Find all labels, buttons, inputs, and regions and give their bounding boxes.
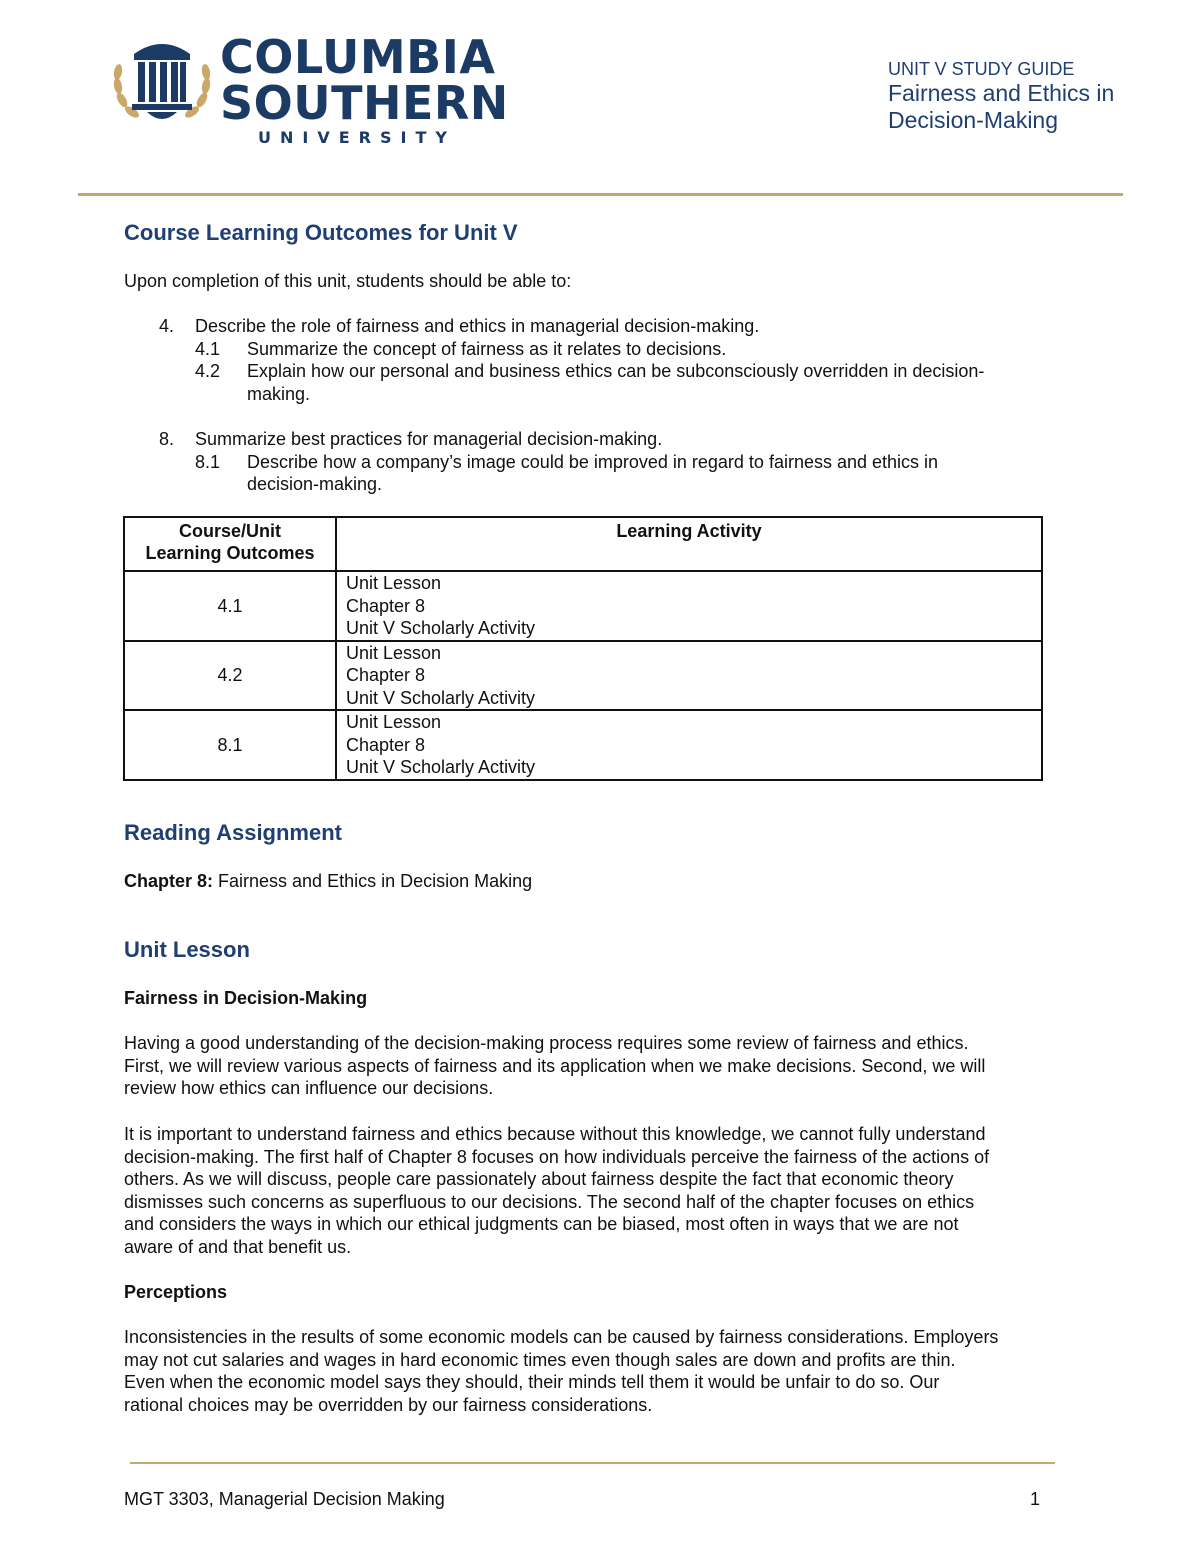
activity-item: Chapter 8 xyxy=(346,665,426,685)
outcome-4-1-text: Summarize the concept of fairness as it relates to decisions. xyxy=(247,339,727,359)
paragraph-line: dismisses such concerns as superfluous to our decisions. The second half of the chapter focuses on ethics xyxy=(124,1191,975,1212)
outcome-4-number: 4. xyxy=(159,316,175,336)
activity-item: Unit V Scholarly Activity xyxy=(346,757,536,777)
chapter-label: Chapter 8: xyxy=(124,871,214,891)
outcome-4-2-text-line1: Explain how our personal and business ethics can be subconsciously overridden in decision- xyxy=(247,361,985,381)
column-emblem-icon xyxy=(112,30,212,130)
chapter-title: Fairness and Ethics in Decision Making xyxy=(213,871,533,891)
table-row xyxy=(124,641,1042,711)
outcomes-heading: Course Learning Outcomes for Unit V xyxy=(124,220,518,245)
outcome-4-2-text-line2: making. xyxy=(247,384,311,404)
paragraph-line: It is important to understand fairness and ethics because without this knowledge, we cannot fully understand xyxy=(124,1124,986,1144)
paragraph-line: aware of and that benefit us. xyxy=(124,1236,352,1257)
outcome-8-1-text-line2: decision-making. xyxy=(247,474,383,494)
university-logo xyxy=(112,30,509,152)
activity-item: Unit V Scholarly Activity xyxy=(346,687,536,708)
table-cell-outcome: 4.2 xyxy=(124,641,336,711)
table-cell-outcome: 8.1 xyxy=(124,710,336,780)
table-cell-activity xyxy=(336,710,1042,780)
lesson-subheading-perceptions: Perceptions xyxy=(124,1282,228,1302)
outcome-4-text: Describe the role of fairness and ethics in managerial decision-making. xyxy=(195,316,760,336)
paragraph-line: may not cut salaries and wages in hard economic times even though sales are down and profits are thin. xyxy=(124,1349,956,1370)
activity-item: Unit V Scholarly Activity xyxy=(346,618,536,638)
logo-wordmark-line3: UNIVERSITY xyxy=(258,128,456,147)
activity-item: Unit Lesson xyxy=(346,642,442,663)
table-header-outcomes-line1: Course/Unit xyxy=(178,521,281,541)
paragraph-line: Inconsistencies in the results of some economic models can be caused by fairness considerations. Employers xyxy=(124,1327,999,1347)
outcome-4-1-number: 4.1 xyxy=(195,339,221,359)
footer-divider xyxy=(130,1462,1055,1464)
logo-wordmark-line2: SOUTHERN xyxy=(220,76,509,130)
outcome-8-1-number: 8.1 xyxy=(195,452,221,472)
table-row xyxy=(124,571,1042,641)
table-header-outcomes-line2: Learning Outcomes xyxy=(145,543,315,563)
outcome-8-1-text-line1: Describe how a company’s image could be improved in regard to fairness and ethics in xyxy=(247,452,939,472)
table-header-outcomes xyxy=(124,517,336,571)
logo-wordmark-line1: COLUMBIA xyxy=(220,30,496,84)
outcomes-intro: Upon completion of this unit, students should be able to: xyxy=(124,271,572,291)
unit-title-line1: Fairness and Ethics in xyxy=(888,80,1115,106)
study-guide-header xyxy=(888,58,1114,134)
activity-item: Chapter 8 xyxy=(346,734,426,755)
outcome-4-2-number: 4.2 xyxy=(195,361,221,381)
activity-item: Unit Lesson xyxy=(346,712,442,732)
table-cell-activity xyxy=(336,571,1042,641)
lesson-paragraph-2 xyxy=(124,1123,1084,1258)
table-header-row xyxy=(124,517,1042,571)
header-divider xyxy=(78,193,1123,196)
page-number: 1 xyxy=(1030,1489,1041,1509)
footer-course: MGT 3303, Managerial Decision Making xyxy=(124,1489,445,1509)
unit-guide-label: UNIT V STUDY GUIDE xyxy=(888,59,1075,79)
table-row xyxy=(124,710,1042,780)
lesson-heading: Unit Lesson xyxy=(124,937,250,962)
learning-outcomes-table xyxy=(123,516,1043,781)
table-header-activity: Learning Activity xyxy=(336,517,1042,571)
paragraph-line: rational choices may be overridden by our fairness considerations. xyxy=(124,1394,653,1415)
outcome-8-text: Summarize best practices for managerial decision-making. xyxy=(195,429,663,449)
table-cell-activity xyxy=(336,641,1042,711)
paragraph-line: and considers the ways in which our ethical judgments can be biased, most often in ways that we are not xyxy=(124,1214,959,1234)
paragraph-line: review how ethics can influence our decisions. xyxy=(124,1078,494,1098)
lesson-paragraph-1 xyxy=(124,1032,1084,1100)
activity-item: Unit Lesson xyxy=(346,573,442,593)
paragraph-line: decision-making. The first half of Chapter 8 focuses on how individuals perceive the fairness of the actions of xyxy=(124,1146,990,1167)
reading-heading: Reading Assignment xyxy=(124,820,342,845)
table-cell-outcome: 4.1 xyxy=(124,571,336,641)
activity-item: Chapter 8 xyxy=(346,595,426,616)
paragraph-line: Even when the economic model says they should, their minds tell them it would be unfair to do so. Our xyxy=(124,1372,940,1392)
lesson-subheading-fairness: Fairness in Decision-Making xyxy=(124,988,368,1008)
lesson-paragraph-3 xyxy=(124,1326,1124,1416)
paragraph-line: First, we will review various aspects of fairness and its application when we make decisions. Second, we will xyxy=(124,1055,986,1076)
reading-assignment-line xyxy=(124,870,1084,893)
outcome-8-number: 8. xyxy=(159,429,175,449)
paragraph-line: Having a good understanding of the decision-making process requires some review of fairness and ethics. xyxy=(124,1033,969,1053)
paragraph-line: others. As we will discuss, people care passionately about fairness despite the fact that economic theory xyxy=(124,1169,954,1189)
unit-title-line2: Decision-Making xyxy=(888,107,1059,133)
